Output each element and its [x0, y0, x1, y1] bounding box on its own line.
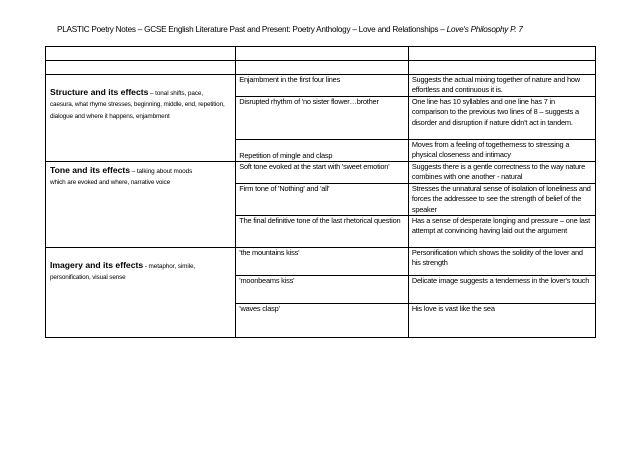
blank-cell: [46, 47, 236, 61]
quote-cell: Firm tone of 'Nothing' and 'all': [236, 183, 409, 215]
effect-cell: Stresses the unnatural sense of isolation of loneliness and forces the addressee to see the strength of belief of the speaker: [408, 183, 595, 215]
section-tone: [46, 162, 236, 248]
section-title: Tone and its effects: [50, 165, 131, 175]
document-header: [57, 25, 617, 34]
quote-cell: Soft tone evoked at the start with 'sweet emotion': [236, 162, 409, 184]
quote-cell: Enjambment in the first four lines: [236, 75, 409, 97]
section-title: Imagery and its effects: [50, 260, 144, 271]
effect-cell: Has a sense of desperate longing and pressure – one last attempt at convincing having laid out the argument: [408, 216, 595, 248]
table-header-row: [46, 47, 596, 61]
effect-cell: One line has 10 syllables and one line has 7 in comparison to the previous two lines of 8 – suggests a disorder and disruption if nature didn't act in tandem.: [408, 97, 595, 140]
blank-cell: [46, 61, 236, 75]
section-title: Structure and its effects: [50, 87, 149, 97]
section-imagery: [46, 248, 236, 338]
effect-cell: Delicate image suggests a tenderness in the lover's touch: [408, 276, 595, 304]
section-subtitle: – tonal shifts, pace,: [148, 90, 204, 97]
quote-cell: 'waves clasp': [236, 304, 409, 338]
section-description: personification, visual sense: [50, 274, 126, 282]
effect-cell: Personification which shows the solidity of the lover and his strength: [408, 248, 595, 276]
quote-cell: 'the mountains kiss': [236, 248, 409, 276]
effect-cell: His love is vast like the sea: [408, 304, 595, 338]
blank-cell: [236, 47, 409, 61]
quote-cell: Disrupted rhythm of 'no sister flower…brother: [236, 97, 409, 140]
notes-table: [45, 46, 596, 338]
table-row: [46, 75, 596, 97]
quote-cell: The final definitive tone of the last rhetorical question: [236, 216, 409, 248]
section-description: which are evoked and where, narrative voice: [50, 179, 171, 187]
section-description: caesura, what rhyme stresses, beginning, middle, end, repetition, dialogue and where it happens, enjambment: [50, 101, 225, 121]
effect-cell: Moves from a feeling of togetherness to stressing a physical closeness and intimacy: [408, 140, 595, 162]
effect-cell: Suggests the actual mixing together of nature and how effortless and continuous it is.: [408, 75, 595, 97]
effect-cell: Suggests there is a gentle correctness to the way nature combines with one another - natural: [408, 162, 595, 184]
header-title: PLASTIC Poetry Notes – GCSE English Literature Past and Present: Poetry Anthology – Love and Relationships –: [57, 25, 447, 34]
section-structure: [46, 75, 236, 162]
blank-cell: [408, 61, 595, 75]
table-row: [46, 248, 596, 276]
section-subtitle: – talking about moods: [130, 168, 193, 175]
header-poem-title: Love's Philosophy P. 7: [446, 25, 523, 34]
section-subtitle: - metaphor, simile,: [143, 263, 196, 271]
blank-cell: [236, 61, 409, 75]
quote-cell: Repetition of mingle and clasp: [236, 140, 409, 162]
table-header-row: [46, 61, 596, 75]
blank-cell: [408, 47, 595, 61]
table-row: [46, 162, 596, 184]
quote-cell: 'moonbeams kiss': [236, 276, 409, 304]
